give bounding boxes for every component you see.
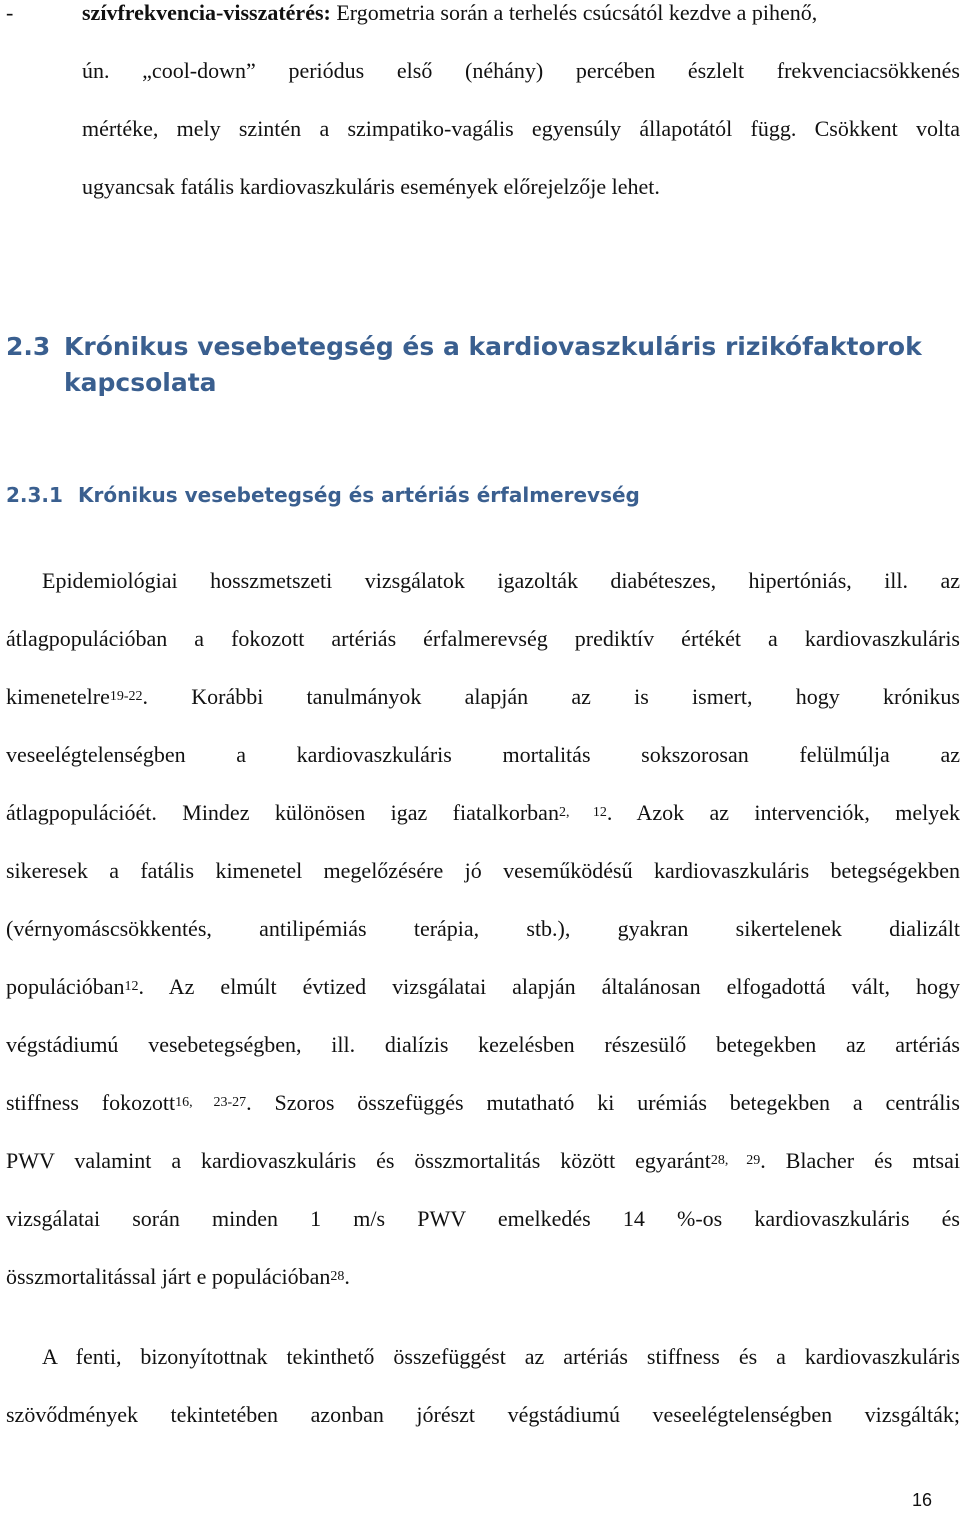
p2-line-2: szövődmények tekintetében azonban jórészt végstádiumú veseelégtelenségben vizsgálták; [6, 1402, 960, 1427]
p1-line-12: vizsgálatai során minden 1 m/s PWV emelkedés 14 %-os kardiovaszkuláris és [6, 1206, 960, 1231]
p1-line-13 [6, 1262, 960, 1292]
p1-line-11-b: . Blacher és mtsai [760, 1148, 960, 1173]
citation: 19-22 [109, 689, 143, 704]
bullet-line-4: ugyancsak fatális kardiovaszkuláris események előrejelzője lehet. [82, 174, 660, 199]
subsection-heading [6, 480, 640, 510]
p1-line-6: sikeresek a fatális kimenetel megelőzésére jó veseműködésű kardiovaszkuláris betegségekben [6, 858, 960, 883]
p1-line-13-b: . [344, 1264, 350, 1289]
bullet-item [0, 0, 960, 210]
p1-line-11 [6, 1146, 960, 1176]
section-heading [6, 328, 922, 366]
p1-line-8-a: populációban [6, 974, 125, 999]
bullet-line-1-text: Ergometria során a terhelés csúcsától kezdve a pihenő, [330, 0, 818, 25]
section-number: 2.3 [6, 332, 51, 361]
p1-line-10 [6, 1088, 960, 1118]
p1-line-3-b: . Korábbi tanulmányok alapján az is ismert, hogy krónikus [142, 684, 960, 709]
section-title-line-1: Krónikus vesebetegség és a kardiovaszkuláris rizikófaktorok [64, 332, 922, 361]
bullet-line-1 [82, 0, 960, 28]
p1-line-5-a: átlagpopulációét. Mindez különösen igaz fiatalkorban [6, 800, 559, 825]
citation: 28 [330, 1269, 345, 1284]
citation: 12 [124, 979, 139, 994]
bullet-term: szívfrekvencia-visszatérés: [82, 0, 331, 25]
citation: 2, 12 [558, 805, 607, 820]
p1-line-11-a: PWV valamint a kardiovaszkuláris és összmortalitás között egyaránt [6, 1148, 711, 1173]
p1-line-5 [6, 798, 960, 828]
p1-line-4: veseelégtelenségben a kardiovaszkuláris mortalitás sokszorosan felülmúlja az [6, 742, 960, 767]
citation: 28, 29 [710, 1153, 761, 1168]
p1-line-10-b: . Szoros összefüggés mutatható ki urémiás betegekben a centrális [246, 1090, 960, 1115]
subsection-number: 2.3.1 [6, 483, 63, 507]
p1-line-10-a: stiffness fokozott [6, 1090, 176, 1115]
p2-line-1: A fenti, bizonyítottnak tekinthető összefüggést az artériás stiffness és a kardiovaszkuláris [42, 1344, 960, 1369]
p1-line-8-b: . Az elmúlt évtized vizsgálatai alapján általánosan elfogadottá vált, hogy [138, 974, 960, 999]
subsection-title: Krónikus vesebetegség és artériás érfalmerevség [78, 483, 640, 507]
p1-line-9: végstádiumú vesebetegségben, ill. dialízis kezelésben részesülő betegekben az artériás [6, 1032, 960, 1057]
p1-line-3 [6, 682, 960, 712]
page-number: 16 [911, 1490, 932, 1510]
p1-line-2: átlagpopulációban a fokozott artériás érfalmerevség prediktív értékét a kardiovaszkuláris [6, 626, 960, 651]
bullet-dash: - [6, 0, 14, 25]
section-title-line-2: kapcsolata [64, 368, 217, 397]
p1-line-7: (vérnyomáscsökkentés, antilipémiás terápia, stb.), gyakran sikertelenek dializált [6, 916, 960, 941]
citation: 16, 23-27 [175, 1095, 247, 1110]
bullet-line-3: mértéke, mely szintén a szimpatiko-vagális egyensúly állapotától függ. Csökkent volta [82, 116, 960, 141]
p1-line-1: Epidemiológiai hosszmetszeti vizsgálatok igazolták diabéteszes, hipertóniás, ill. az [42, 568, 960, 593]
p1-line-5-b: . Azok az intervenciók, melyek [606, 800, 960, 825]
p1-line-3-a: kimenetelre [6, 684, 110, 709]
p1-line-13-a: összmortalitással járt e populációban [6, 1264, 331, 1289]
p1-line-8 [6, 972, 960, 1002]
bullet-line-2: ún. „cool-down” periódus első (néhány) percében észlelt frekvenciacsökkenés [82, 58, 960, 83]
